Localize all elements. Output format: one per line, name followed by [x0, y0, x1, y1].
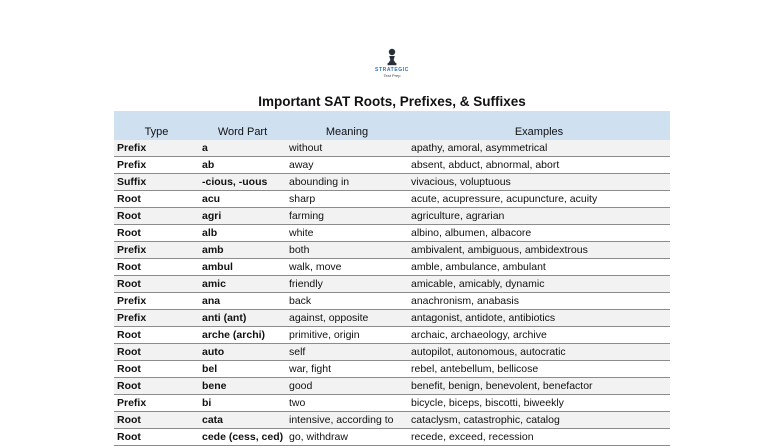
cell-type: Root: [114, 191, 199, 208]
table-row: [114, 276, 670, 293]
cell-word-part: ana: [199, 293, 286, 310]
cell-examples: vivacious, voluptuous: [408, 174, 670, 191]
cell-examples: anachronism, anabasis: [408, 293, 670, 310]
cell-word-part: a: [199, 140, 286, 157]
page-title: Important SAT Roots, Prefixes, & Suffixes: [258, 94, 526, 109]
cell-word-part: amb: [199, 242, 286, 259]
table-row: [114, 225, 670, 242]
cell-word-part: alb: [199, 225, 286, 242]
cell-examples: antagonist, antidote, antibiotics: [408, 310, 670, 327]
cell-examples: absent, abduct, abnormal, abort: [408, 157, 670, 174]
cell-word-part: ab: [199, 157, 286, 174]
header-word-part: Word Part: [199, 111, 286, 140]
table-row: [114, 344, 670, 361]
cell-word-part: arche (archi): [199, 327, 286, 344]
cell-meaning: self: [286, 344, 408, 361]
cell-word-part: cata: [199, 412, 286, 429]
cell-examples: apathy, amoral, asymmetrical: [408, 140, 670, 157]
table-row: [114, 412, 670, 429]
cell-meaning: without: [286, 140, 408, 157]
table-row: [114, 310, 670, 327]
cell-type: Prefix: [114, 310, 199, 327]
table-row: [114, 208, 670, 225]
cell-type: Root: [114, 259, 199, 276]
cell-type: Prefix: [114, 157, 199, 174]
cell-examples: recede, exceed, recession: [408, 429, 670, 446]
logo-brand-text: STRATEGIC: [375, 67, 409, 73]
cell-meaning: friendly: [286, 276, 408, 293]
table-row: [114, 259, 670, 276]
cell-type: Root: [114, 208, 199, 225]
cell-meaning: primitive, origin: [286, 327, 408, 344]
cell-examples: ambivalent, ambiguous, ambidextrous: [408, 242, 670, 259]
cell-meaning: walk, move: [286, 259, 408, 276]
cell-type: Prefix: [114, 293, 199, 310]
cell-meaning: go, withdraw: [286, 429, 408, 446]
cell-word-part: acu: [199, 191, 286, 208]
table-row: [114, 395, 670, 412]
cell-word-part: bene: [199, 378, 286, 395]
cell-type: Root: [114, 429, 199, 446]
cell-type: Root: [114, 225, 199, 242]
cell-word-part: auto: [199, 344, 286, 361]
cell-type: Root: [114, 361, 199, 378]
cell-type: Root: [114, 378, 199, 395]
cell-examples: archaic, archaeology, archive: [408, 327, 670, 344]
cell-word-part: cede (cess, ced): [199, 429, 286, 446]
cell-type: Root: [114, 344, 199, 361]
table-row: [114, 327, 670, 344]
cell-examples: autopilot, autonomous, autocratic: [408, 344, 670, 361]
cell-meaning: against, opposite: [286, 310, 408, 327]
cell-type: Root: [114, 276, 199, 293]
cell-type: Suffix: [114, 174, 199, 191]
logo: [364, 48, 420, 90]
cell-word-part: bi: [199, 395, 286, 412]
cell-type: Prefix: [114, 140, 199, 157]
cell-meaning: abounding in: [286, 174, 408, 191]
cell-examples: amble, ambulance, ambulant: [408, 259, 670, 276]
table-row: [114, 242, 670, 259]
chess-pawn-icon: [386, 48, 398, 66]
header-meaning: Meaning: [286, 111, 408, 140]
cell-word-part: bel: [199, 361, 286, 378]
cell-type: Prefix: [114, 395, 199, 412]
cell-word-part: anti (ant): [199, 310, 286, 327]
table-row: [114, 361, 670, 378]
cell-examples: benefit, benign, benevolent, benefactor: [408, 378, 670, 395]
cell-examples: albino, albumen, albacore: [408, 225, 670, 242]
roots-table: [114, 111, 670, 446]
table-row: [114, 140, 670, 157]
cell-type: Prefix: [114, 242, 199, 259]
cell-examples: cataclysm, catastrophic, catalog: [408, 412, 670, 429]
table-row: [114, 174, 670, 191]
table-row: [114, 191, 670, 208]
table-header-row: [114, 111, 670, 140]
cell-meaning: sharp: [286, 191, 408, 208]
cell-examples: bicycle, biceps, biscotti, biweekly: [408, 395, 670, 412]
cell-word-part: -cious, -uous: [199, 174, 286, 191]
cell-meaning: white: [286, 225, 408, 242]
cell-meaning: intensive, according to: [286, 412, 408, 429]
cell-type: Root: [114, 327, 199, 344]
table-row: [114, 157, 670, 174]
cell-word-part: ambul: [199, 259, 286, 276]
cell-meaning: good: [286, 378, 408, 395]
cell-examples: acute, acupressure, acupuncture, acuity: [408, 191, 670, 208]
cell-examples: agriculture, agrarian: [408, 208, 670, 225]
table-row: [114, 429, 670, 446]
cell-meaning: both: [286, 242, 408, 259]
cell-type: Root: [114, 412, 199, 429]
cell-meaning: away: [286, 157, 408, 174]
cell-word-part: agri: [199, 208, 286, 225]
cell-meaning: back: [286, 293, 408, 310]
cell-meaning: war, fight: [286, 361, 408, 378]
cell-meaning: farming: [286, 208, 408, 225]
cell-meaning: two: [286, 395, 408, 412]
cell-word-part: amic: [199, 276, 286, 293]
header-type: Type: [114, 111, 199, 140]
cell-examples: amicable, amicably, dynamic: [408, 276, 670, 293]
logo-subtext: Test Prep: [383, 73, 401, 78]
table-row: [114, 378, 670, 395]
cell-examples: rebel, antebellum, bellicose: [408, 361, 670, 378]
header-examples: Examples: [408, 111, 670, 140]
table-row: [114, 293, 670, 310]
